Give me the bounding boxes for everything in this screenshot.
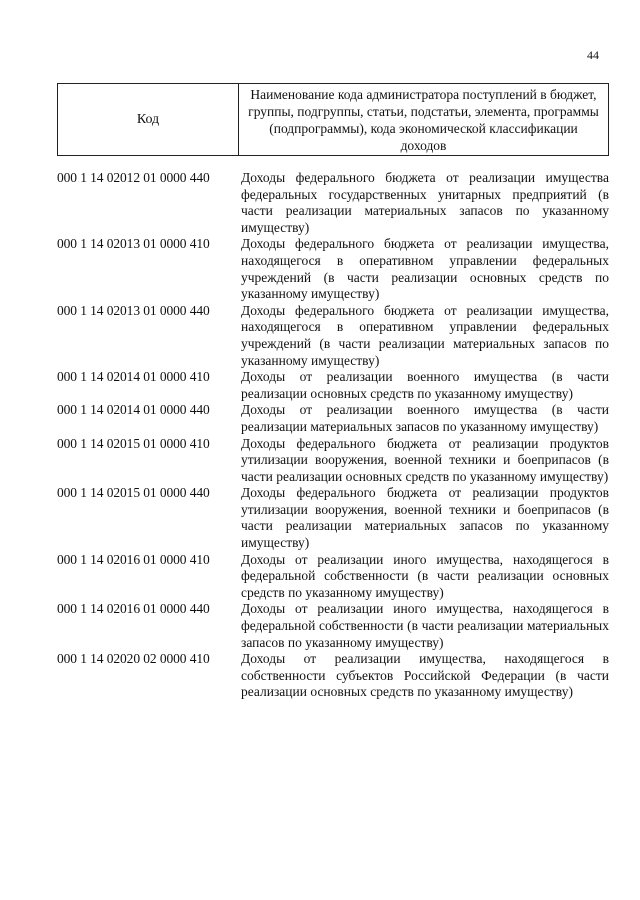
row-code: 000 1 14 02015 01 0000 410 [57,435,210,451]
row-code: 000 1 14 02012 01 0000 440 [57,170,210,185]
table-row [57,552,609,602]
row-code: 000 1 14 02014 01 0000 410 [57,369,210,385]
row-description: Доходы федерального бюджета от реализации продуктов утилизации вооружения, военной техники и боеприпасов (в части реализации материальных запасов по указанному имуществу) [241,485,609,551]
header-code-label: Код [58,84,239,155]
row-description: Доходы федерального бюджета от реализации имущества, находящегося в оперативном управлении федеральных учреждений (в части реализации основных средств по указанному имуществу) [241,236,609,302]
table-row [57,485,609,551]
table-row [57,402,609,435]
page-number: 44 [587,48,599,62]
row-code: 000 1 14 02013 01 0000 410 [57,236,210,252]
row-code: 000 1 14 02014 01 0000 440 [57,402,210,418]
row-code: 000 1 14 02016 01 0000 440 [57,601,210,617]
row-description: Доходы от реализации военного имущества (в части реализации основных средств по указанному имуществу) [241,369,609,401]
row-description: Доходы федерального бюджета от реализации продуктов утилизации вооружения, военной техники и боеприпасов (в части реализации основных средств по указанному имуществу) [241,435,609,484]
row-code: 000 1 14 02013 01 0000 440 [57,302,210,318]
row-description: Доходы федерального бюджета от реализации имущества федеральных государственных унитарных предприятий (в части реализации материальных запасов по указанному имуществу) [241,170,609,235]
row-code: 000 1 14 02020 02 0000 410 [57,651,210,667]
row-description: Доходы федерального бюджета от реализации имущества, находящегося в оперативном управлении федеральных учреждений (в части реализации материальных запасов по указанному имуществу) [241,302,609,368]
table-row [57,236,609,302]
row-code: 000 1 14 02016 01 0000 410 [57,551,210,567]
table-row [57,436,609,486]
row-description: Доходы от реализации военного имущества (в части реализации материальных запасов по указанному имуществу) [241,402,609,434]
row-description: Доходы от реализации имущества, находящегося в собственности субъектов Российской Федерации (в части реализации основных средств по указанному имуществу) [241,651,609,700]
row-description: Доходы от реализации иного имущества, находящегося в федеральной собственности (в части реализации основных средств по указанному имуществу) [241,551,609,600]
table-row [57,651,609,701]
table-row [57,170,609,236]
table-row [57,601,609,651]
row-description: Доходы от реализации иного имущества, находящегося в федеральной собственности (в части реализации материальных запасов по указанному имуществу) [241,601,609,650]
header-name-label: Наименование кода администратора поступлений в бюджет, группы, подгруппы, статьи, подстатьи, элемента, программы (подпрограммы), кода экономической классификации доходов [248,87,599,153]
table-header [57,83,609,156]
row-code: 000 1 14 02015 01 0000 440 [57,485,210,501]
table-row [57,369,609,402]
income-code-list [57,170,609,701]
table-row [57,303,609,369]
